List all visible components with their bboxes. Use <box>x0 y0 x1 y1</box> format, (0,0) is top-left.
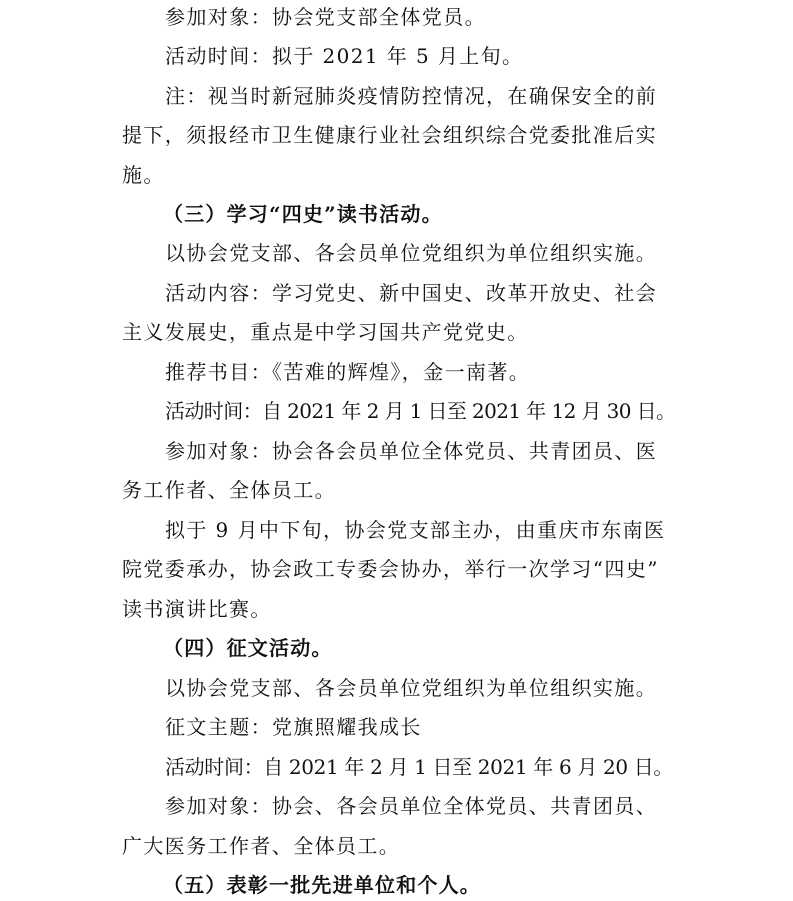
paragraph-line: 活动时间：自 2021 年 2 月 1 日至 2021 年 12 月 30 日。 <box>165 399 676 423</box>
paragraph-line: 院党委承办，协会政工专委会协办，举行一次学习“四史” <box>122 557 659 581</box>
paragraph-line: 活动内容：学习党史、新中国史、改革开放史、社会 <box>165 281 658 305</box>
paragraph-line: 读书演讲比赛。 <box>122 597 272 621</box>
paragraph-line: 主义发展史，重点是中学习国共产党党史。 <box>122 320 529 344</box>
section-heading: （四）征文活动。 <box>163 636 333 660</box>
paragraph-line: 征文主题：党旗照耀我成长 <box>165 715 422 739</box>
paragraph-line: 务工作者、全体员工。 <box>122 478 336 502</box>
paragraph-line: 参加对象：协会党支部全体党员。 <box>165 5 486 29</box>
paragraph-line: 以协会党支部、各会员单位党组织为单位组织实施。 <box>165 241 658 265</box>
paragraph-line: 以协会党支部、各会员单位党组织为单位组织实施。 <box>165 676 658 700</box>
section-heading: （五）表彰一批先进单位和个人。 <box>163 873 481 897</box>
paragraph-line: 施。 <box>122 163 165 187</box>
paragraph-line: 拟于 9 月中下旬，协会党支部主办，由重庆市东南医 <box>165 518 666 542</box>
paragraph-line: 推荐书目：《苦难的辉煌》，金一南著。 <box>165 360 531 384</box>
paragraph-line: 广大医务工作者、全体员工。 <box>122 834 401 858</box>
section-heading: （三）学习“四史”读书活动。 <box>163 202 443 226</box>
paragraph-line: 活动时间：拟于 2021 年 5 月上旬。 <box>165 44 524 68</box>
paragraph-line: 提下，须报经市卫生健康行业社会组织综合党委批准后实 <box>122 123 657 147</box>
paragraph-line: 参加对象：协会、各会员单位全体党员、共青团员、 <box>165 794 658 818</box>
paragraph-line: 活动时间：自 2021 年 2 月 1 日至 2021 年 6 月 20 日。 <box>165 755 674 779</box>
paragraph-line: 参加对象：协会各会员单位全体党员、共青团员、医 <box>165 439 658 463</box>
paragraph-line: 注：视当时新冠肺炎疫情防控情况，在确保安全的前 <box>165 84 658 108</box>
